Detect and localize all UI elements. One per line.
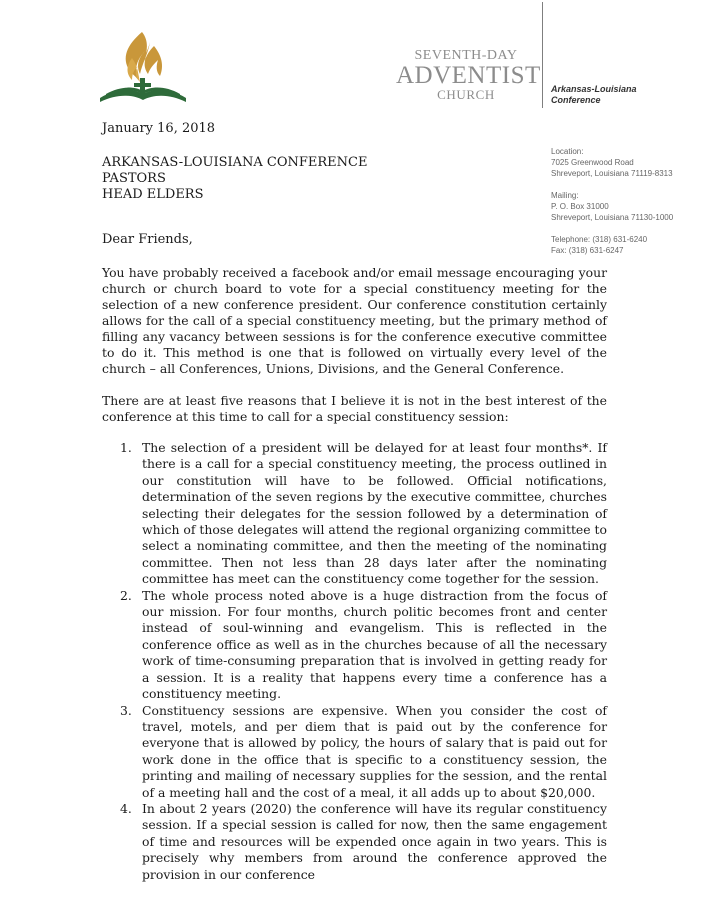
- recipient-line: PASTORS: [102, 171, 166, 186]
- wordmark-line2: ADVENTIST: [396, 62, 541, 89]
- list-item-text: Constituency sessions are expensive. When you consider the cost of travel, motels, and per diem that is paid out by the conference for everyone that is allowed by policy, the hours of salary that is paid out for work done in the office that is specific to a constituency session, the printing and mailing of necessary supplies for the session, and the rental of a meeting hall and the cost of a meal, it all adds up to about $20,000.: [142, 702, 607, 800]
- reasons-list: [114, 440, 607, 883]
- list-item-number: 2.: [120, 587, 132, 603]
- recipient-line: ARKANSAS-LOUISIANA CONFERENCE: [102, 155, 368, 170]
- location-line1: 7025 Greenwood Road: [551, 158, 634, 167]
- body-paragraph-2: There are at least five reasons that I believe it is not in the best interest of the conference at this time to call for a special constituency session:: [102, 393, 607, 424]
- mailing-label: Mailing:: [551, 191, 579, 200]
- location-line2: Shreveport, Louisiana 71119-8313: [551, 169, 673, 178]
- mailing-line2: Shreveport, Louisiana 71130-1000: [551, 213, 674, 222]
- church-wordmark: [396, 48, 541, 102]
- location-label: Location:: [551, 147, 584, 156]
- recipient-line: HEAD ELDERS: [102, 187, 204, 202]
- fax: Fax: (318) 631-6247: [551, 246, 624, 255]
- wordmark-line1: SEVENTH-DAY: [414, 48, 518, 63]
- list-item: [114, 703, 607, 801]
- letterhead-divider: [542, 2, 543, 108]
- conference-name: [551, 84, 641, 106]
- body-paragraph-1: You have probably received a facebook and/or email message encouraging your church or church board to vote for a special constituency meeting for the selection of a new conference president. Our conference constitution certainly allows for the call of a special constituency meeting, but the primary method of filling any vacancy between sessions is for the conference executive committee to do it. This method is one that is followed on virtually every level of the church – all Conferences, Unions, Divisions, and the General Conference.: [102, 265, 607, 376]
- conference-name-line2: Conference: [551, 95, 601, 105]
- wordmark-line3: CHURCH: [437, 87, 495, 102]
- address-block: [551, 146, 701, 256]
- list-item-text: In about 2 years (2020) the conference will have its regular constituency session. If a special session is called for now, then the same engagement of time and resources will be expended once again in two years. This is precisely why members from around the conference approved the provision in our conference: [142, 800, 607, 882]
- list-item: [114, 801, 607, 883]
- recipients-block: [102, 155, 367, 203]
- church-logo-icon: [98, 28, 188, 104]
- list-item-text: The selection of a president will be delayed for at least four months*. If there is a call for a special constituency meeting, the process outlined in our constitution will have to be followed. Official notifications, determination of the seven regions by the executive committee, churches selecting their delegates for the session followed by a determination of which of those delegates will attend the regional organizing committee to select a nominating committee, and then the meeting of the nominating committee. Then not less than 28 days later after the nominating committee has meet can the constituency come together for the session.: [142, 440, 607, 587]
- salutation: Dear Friends,: [102, 232, 193, 247]
- telephone: Telephone: (318) 631-6240: [551, 235, 648, 244]
- list-item-number: 3.: [120, 702, 132, 718]
- list-item: [114, 440, 607, 588]
- list-item-text: The whole process noted above is a huge distraction from the focus of our mission. For four months, church politic becomes front and center instead of soul-winning and evangelism. This is reflected in the conference office as well as in the churches because of all the necessary work of time-consuming preparation that is involved in getting ready for a session. It is a reality that happens every time a conference has a constituency meeting.: [142, 587, 607, 702]
- list-item-number: 1.: [120, 440, 132, 455]
- list-item-number: 4.: [120, 800, 132, 816]
- conference-name-line1: Arkansas-Louisiana: [551, 84, 637, 94]
- mailing-line1: P. O. Box 31000: [551, 202, 609, 211]
- letter-date: January 16, 2018: [102, 121, 216, 136]
- list-item: [114, 588, 607, 703]
